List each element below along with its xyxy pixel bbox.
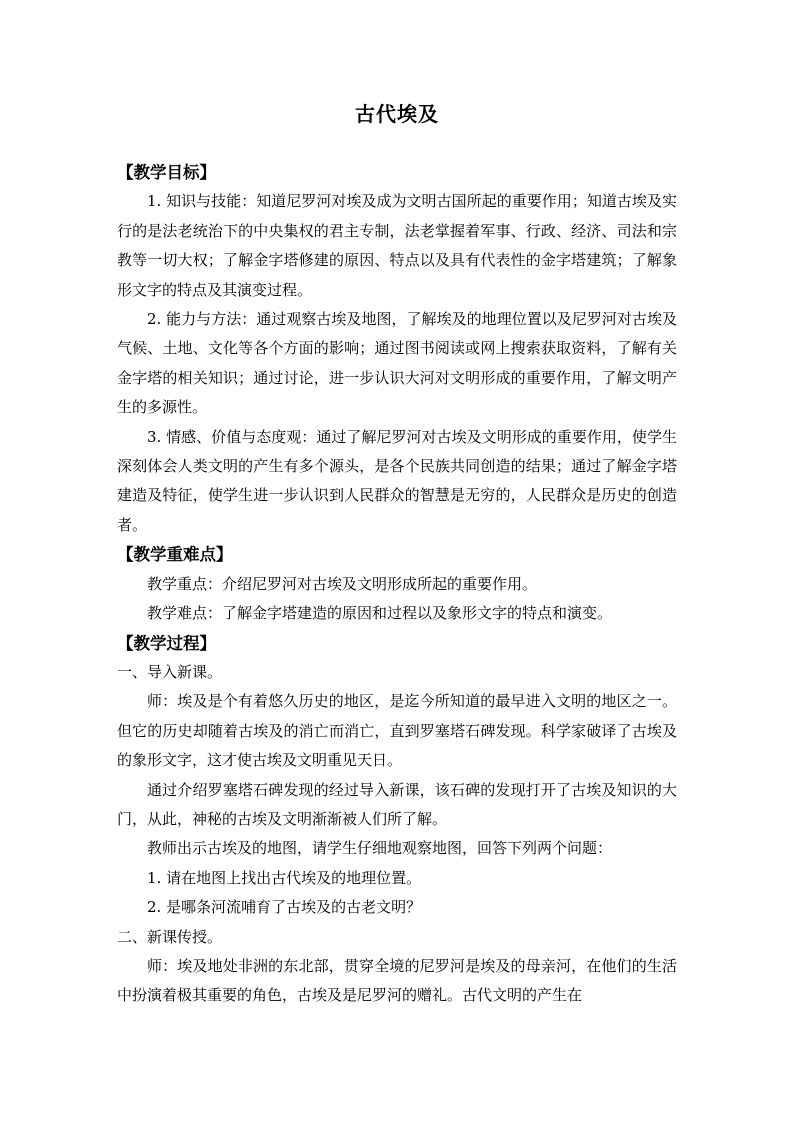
- part1-paragraph-1: 师：埃及是个有着悠久历史的地区，是迄今所知道的最早进入文明的地区之一。但它的历史却随着古埃及的消亡而消亡，直到罗塞塔石碑发现。科学家破译了古埃及的象形文字，这才使古埃及文明重见天日。: [117, 692, 677, 770]
- part2-paragraph-1: 师：埃及地处非洲的东北部，贯穿全境的尼罗河是埃及的母亲河，在他们的生活中扮演着极其重要的角色，古埃及是尼罗河的赠礼。古代文明的产生在: [117, 956, 677, 1005]
- page-title: 古代埃及: [355, 102, 439, 126]
- question-2: 2. 是哪条河流哺育了古埃及的古老文明？: [147, 898, 422, 917]
- document-body: [117, 158, 677, 1011]
- goal-item-1: 1. 知识与技能：知道尼罗河对埃及成为文明古国所起的重要作用；知道古埃及实行的是法老统治下的中央集权的君主专制，法老掌握着军事、行政、经济、司法和宗教等一切大权；了解金字塔修建的原因、特点以及具有代表性的金字塔建筑；了解象形文字的特点及其演变过程。: [117, 192, 677, 299]
- teaching-focus: 教学重点：介绍尼罗河对古埃及文明形成所起的重要作用。: [147, 574, 538, 593]
- question-1: 1. 请在地图上找出古代埃及的地理位置。: [147, 868, 422, 887]
- teaching-process-section: [117, 629, 677, 1011]
- process-heading: 【教学过程】: [117, 633, 216, 653]
- part1-paragraph-2: 通过介绍罗塞塔石碑发现的经过导入新课，该石碑的发现打开了古埃及知识的大门，从此，神秘的古埃及文明渐渐被人们所了解。: [117, 780, 677, 828]
- key-points-section: [117, 540, 677, 628]
- goal-item-2: 2. 能力与方法：通过观察古埃及地图，了解埃及的地理位置以及尼罗河对古埃及气候、土地、文化等各个方面的影响；通过图书阅读或网上搜索获取资料，了解有关金字塔的相关知识；通过讨论，进一步认识大河对文明形成的重要作用，了解文明产生的多源性。: [117, 310, 677, 417]
- goal-item-3: 3. 情感、价值与态度观：通过了解尼罗河对古埃及文明形成的重要作用，使学生深刻体会人类文明的产生有多个源头，是各个民族共同创造的结果；通过了解金字塔建造及特征，使学生进一步认识到人民群众的智慧是无穷的，人民群众是历史的创造者。: [117, 427, 677, 534]
- keypoints-heading: 【教学重难点】: [117, 545, 233, 565]
- teaching-difficulty: 教学难点：了解金字塔建造的原因和过程以及象形文字的特点和演变。: [147, 604, 613, 623]
- goals-heading: 【教学目标】: [117, 163, 216, 182]
- teaching-goals-section: [117, 158, 677, 540]
- part1-title: 一、导入新课。: [117, 662, 223, 681]
- part1-paragraph-3: 教师出示古埃及的地图，请学生仔细地观察地图，回答下列两个问题：: [147, 839, 613, 858]
- part2-title: 二、新课传授。: [117, 927, 223, 946]
